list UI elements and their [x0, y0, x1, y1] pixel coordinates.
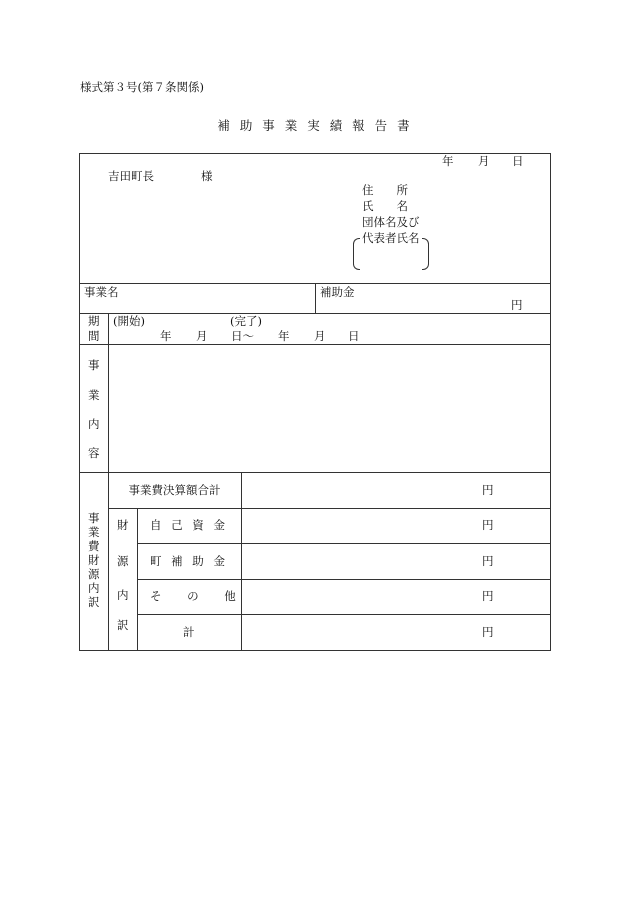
period-start-label: (開始): [113, 314, 145, 328]
breakdown-label-char-7: 訳: [88, 595, 100, 609]
breakdown-label-char-6: 内: [88, 581, 100, 595]
period-start-day: 日〜: [231, 329, 254, 343]
addressee-honorific: 様: [201, 169, 213, 183]
source-label-char-4: 訳: [117, 618, 129, 632]
breakdown-label-char-4: 財: [88, 553, 100, 567]
breakdown-label-char-5: 源: [88, 567, 100, 581]
addressee-name: 吉田町長: [108, 169, 154, 183]
date-day-label: 日: [512, 154, 524, 168]
right-bracket-icon: [422, 238, 429, 270]
content-label-char-2: 業: [88, 388, 100, 402]
total-budget-yen: 円: [482, 483, 494, 497]
project-name-label: 事業名: [84, 285, 119, 299]
name-label: 氏 名: [362, 199, 408, 213]
period-label-char-1: 期: [88, 314, 100, 328]
breakdown-label-char-1: 事: [88, 511, 100, 525]
org-name-label: 団体名及び: [362, 215, 420, 229]
subsidy-yen-unit: 円: [511, 298, 523, 312]
source-label-char-1: 財: [117, 518, 129, 532]
period-end-day: 日: [348, 329, 360, 343]
other-label: そ の 他: [150, 589, 247, 603]
form-number: 様式第３号(第７条関係): [80, 80, 204, 94]
breakdown-label-char-3: 費: [88, 539, 100, 553]
content-label-char-4: 容: [88, 446, 100, 460]
period-start-year: 年: [160, 329, 172, 343]
town-subsidy-label: 町 補 助 金: [150, 554, 228, 568]
period-label-char-2: 間: [88, 329, 100, 343]
breakdown-label-char-2: 業: [88, 525, 100, 539]
other-yen: 円: [482, 589, 494, 603]
town-subsidy-yen: 円: [482, 554, 494, 568]
content-label-char-1: 事: [88, 358, 100, 372]
date-month-label: 月: [478, 154, 490, 168]
period-start-month: 月: [196, 329, 208, 343]
date-year-label: 年: [442, 154, 454, 168]
total-budget-label: 事業費決算額合計: [128, 483, 221, 497]
address-label: 住 所: [362, 183, 408, 197]
page-title: 補 助 事 業 実 績 報 告 書: [217, 118, 413, 133]
period-end-label: (完了): [230, 314, 262, 328]
representative-label: 代表者氏名: [362, 231, 420, 245]
period-end-month: 月: [314, 329, 326, 343]
own-funds-label: 自 己 資 金: [150, 518, 228, 532]
left-bracket-icon: [353, 238, 360, 270]
subtotal-yen: 円: [482, 625, 494, 639]
period-end-year: 年: [278, 329, 290, 343]
content-label-char-3: 内: [88, 417, 100, 431]
source-label-char-2: 源: [117, 554, 129, 568]
subtotal-label: 計: [183, 625, 195, 639]
own-funds-yen: 円: [482, 518, 494, 532]
subsidy-label: 補助金: [320, 285, 355, 299]
source-label-char-3: 内: [117, 588, 129, 602]
